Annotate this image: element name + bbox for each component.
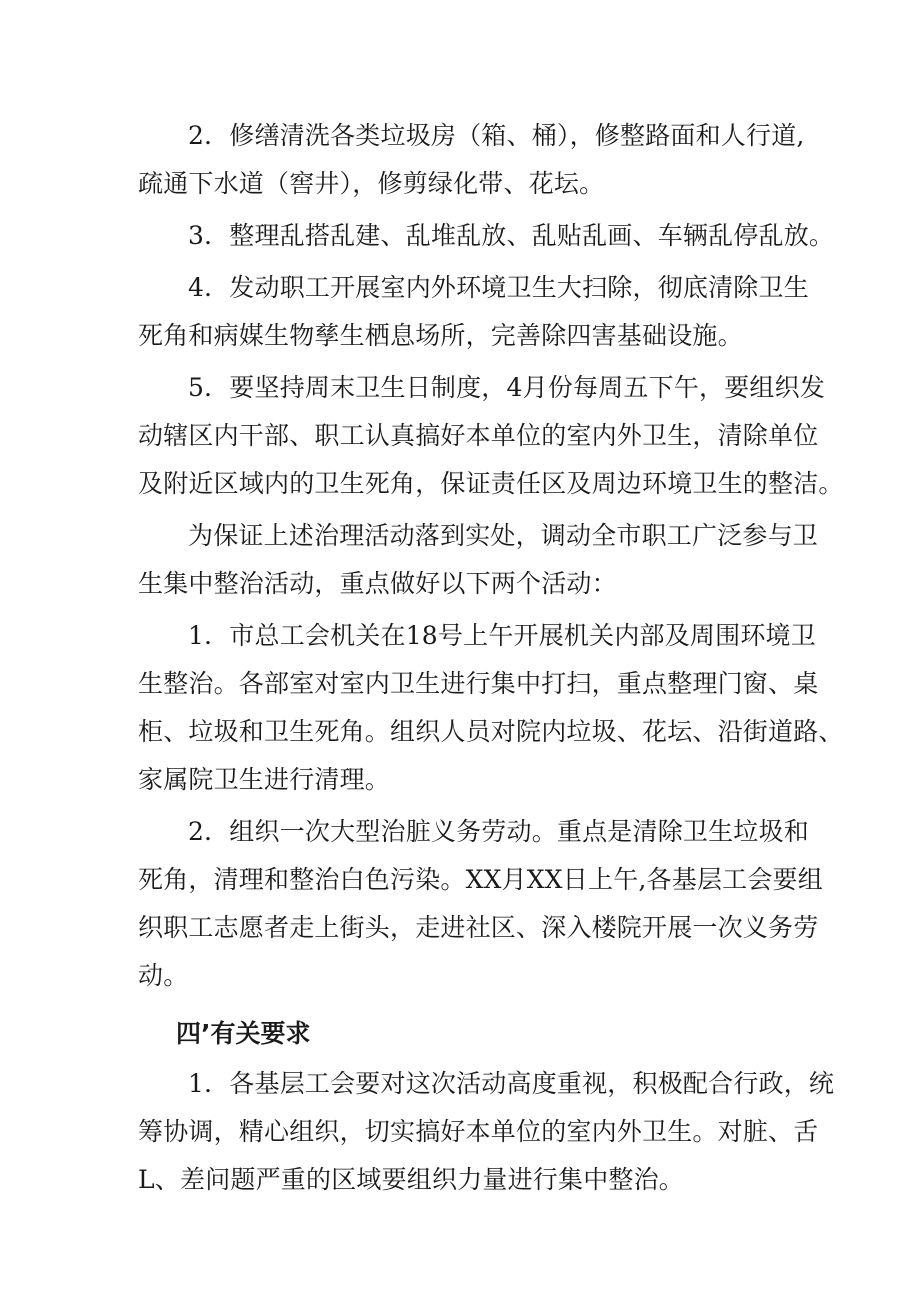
- paragraph-line: 动。: [138, 961, 189, 990]
- paragraph-line: 筹协调，精心组织，切实搞好本单位的室内外卫生。对脏、舌: [138, 1117, 819, 1146]
- paragraph: [138, 264, 810, 360]
- paragraph-line: 4．发动职工开展室内外环境卫生大扫除，彻底清除卫生: [188, 273, 809, 302]
- body-text-section-b: [138, 1060, 835, 1204]
- paragraph: [138, 212, 835, 260]
- document-page: [138, 112, 844, 1208]
- paragraph-line: 疏通下水道（窖井），修剪绿化带、花坛。: [138, 169, 605, 198]
- paragraph-line: 生集中整治活动，重点做好以下两个活动：: [138, 569, 617, 598]
- paragraph-line: 家属院卫生进行清理。: [138, 765, 391, 794]
- paragraph: [138, 112, 810, 208]
- paragraph: [138, 612, 844, 804]
- paragraph-line: 1．各基层工会要对这次活动高度重视，积极配合行政，统: [188, 1069, 835, 1098]
- paragraph: [138, 1060, 835, 1204]
- paragraph-line: 死角，清理和整治白色污染。XX月XX日上午,各基层工会要组: [138, 865, 823, 894]
- section-heading: 四’有关要求: [176, 1019, 311, 1048]
- paragraph-line: L、差问题严重的区域要组织力量进行集中整治。: [138, 1165, 685, 1194]
- paragraph: [138, 808, 823, 1000]
- paragraph-line: 2．修缮清洗各类垃圾房（箱、桶），修整路面和人行道,: [188, 121, 805, 150]
- paragraph-line: 死角和病媒生物孳生栖息场所，完善除四害基础设施。: [138, 321, 743, 350]
- paragraph-line: 及附近区域内的卫生死角，保证责任区及周边环境卫生的整洁。: [138, 469, 844, 498]
- paragraph-line: 2．组织一次大型治脏义务劳动。重点是清除卫生垃圾和: [188, 817, 809, 846]
- body-text-section-a: [138, 112, 844, 1000]
- paragraph: [138, 364, 844, 508]
- paragraph-line: 织职工志愿者走上街头，走进社区、深入楼院开展一次义务劳: [138, 913, 819, 942]
- paragraph-line: 1．市总工会机关在18号上午开展机关内部及周围环境卫: [188, 621, 816, 650]
- paragraph: [138, 512, 819, 608]
- paragraph-line: 柜、垃圾和卫生死角。组织人员对院内垃圾、花坛、沿街道路、: [138, 717, 844, 746]
- paragraph-line: 5．要坚持周末卫生日制度，4月份每周五下午，要组织发: [188, 373, 826, 402]
- paragraph-line: 动辖区内干部、职工认真搞好本单位的室内外卫生，清除单位: [138, 421, 819, 450]
- paragraph-line: 为保证上述治理活动落到实处，调动全市职工广泛参与卫: [188, 521, 819, 550]
- paragraph-line: 生整治。各部室对室内卫生进行集中打扫，重点整理门窗、桌: [138, 669, 819, 698]
- paragraph-line: 3．整理乱搭乱建、乱堆乱放、乱贴乱画、车辆乱停乱放。: [188, 221, 835, 250]
